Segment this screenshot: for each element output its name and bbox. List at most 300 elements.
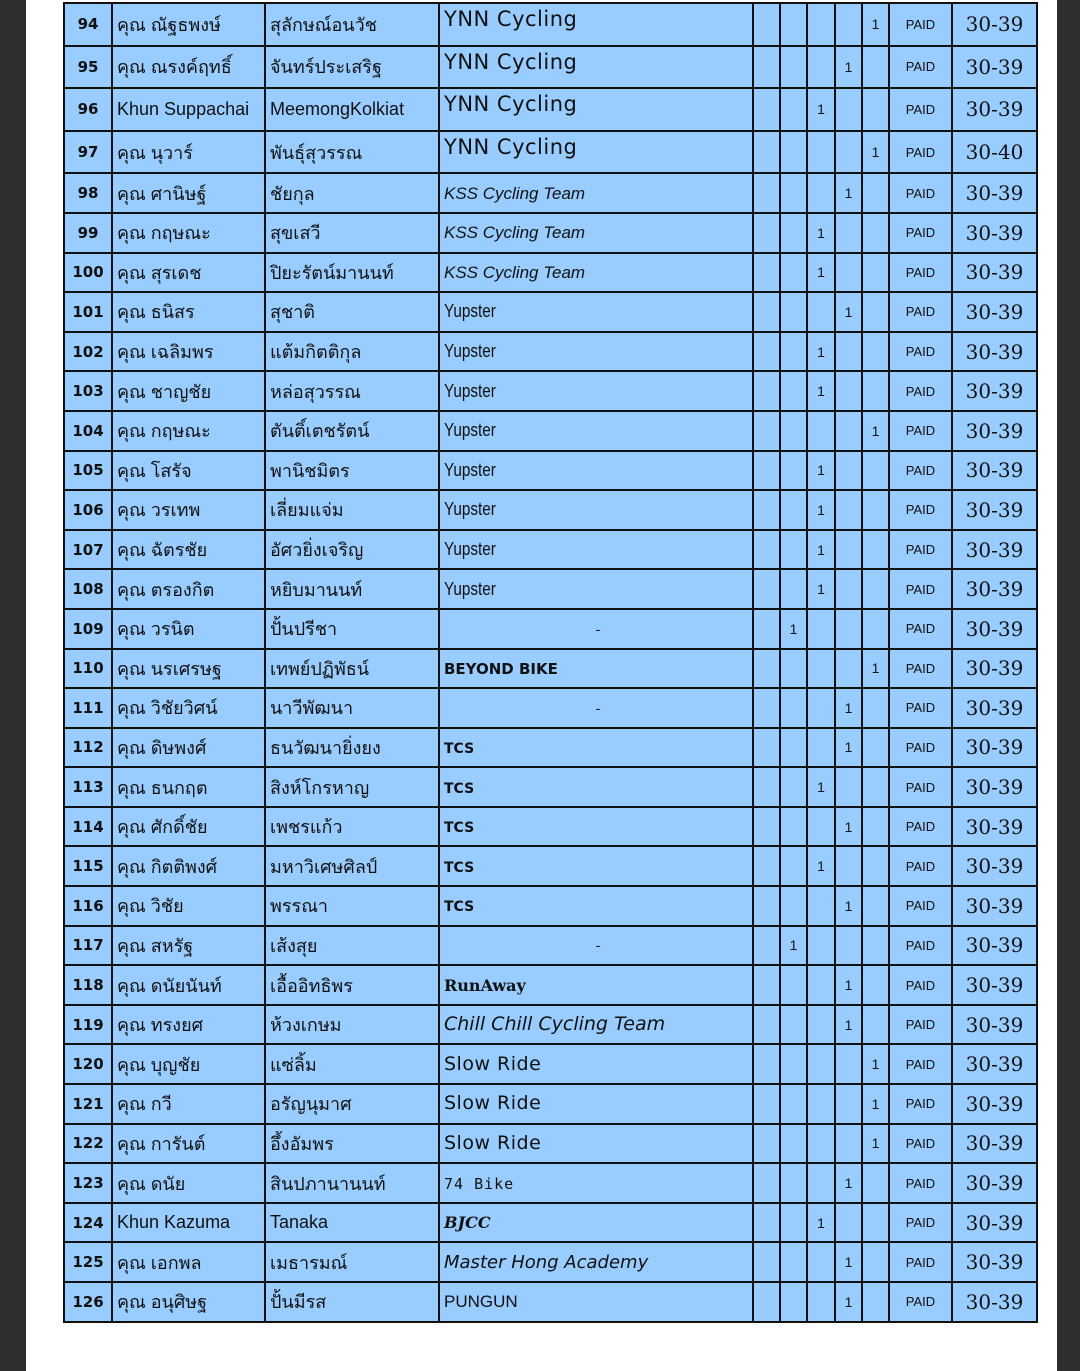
first-name: คุณ บุญชัย	[112, 1044, 265, 1084]
row-number: 125	[64, 1242, 112, 1282]
team-name	[439, 569, 753, 609]
row-number: 120	[64, 1044, 112, 1084]
table-row	[64, 846, 1037, 886]
row-number: 106	[64, 490, 112, 530]
category-1	[753, 530, 780, 570]
category-3	[807, 1084, 835, 1124]
row-number: 124	[64, 1203, 112, 1243]
category-3	[807, 1124, 835, 1164]
category-4	[835, 1044, 862, 1084]
first-name: Khun Kazuma	[112, 1203, 265, 1243]
row-number: 98	[64, 173, 112, 213]
category-1	[753, 1084, 780, 1124]
payment-status: PAID	[889, 88, 952, 131]
payment-status: PAID	[889, 926, 952, 966]
payment-status: PAID	[889, 411, 952, 451]
team-name	[439, 1084, 753, 1124]
category-2	[780, 649, 807, 689]
category-2	[780, 846, 807, 886]
first-name: คุณ วิชัย	[112, 886, 265, 926]
category-3	[807, 131, 835, 174]
category-3	[807, 3, 835, 46]
age-group: 30-39	[952, 292, 1037, 332]
page-edge-left	[0, 0, 26, 1371]
first-name: คุณ ศักดิ์ชัย	[112, 807, 265, 847]
last-name: อึ้งอัมพร	[265, 1124, 439, 1164]
last-name: เส้งสุย	[265, 926, 439, 966]
team-name-text: TCS	[444, 740, 475, 757]
table-row	[64, 569, 1037, 609]
row-number: 119	[64, 1005, 112, 1045]
age-group: 30-39	[952, 1203, 1037, 1243]
row-number: 122	[64, 1124, 112, 1164]
category-3: 1	[807, 332, 835, 372]
table-row	[64, 1163, 1037, 1203]
age-group: 30-40	[952, 131, 1037, 174]
category-5	[862, 490, 889, 530]
age-group: 30-39	[952, 173, 1037, 213]
last-name: ปิยะรัตน์มานนท์	[265, 253, 439, 293]
team-name	[439, 3, 753, 46]
category-5	[862, 965, 889, 1005]
payment-status: PAID	[889, 609, 952, 649]
category-2	[780, 1044, 807, 1084]
category-2	[780, 886, 807, 926]
team-name-text: Yupster	[444, 380, 496, 401]
table-row	[64, 1242, 1037, 1282]
category-3: 1	[807, 253, 835, 293]
payment-status: PAID	[889, 332, 952, 372]
last-name: ชัยกุล	[265, 173, 439, 213]
row-number: 110	[64, 649, 112, 689]
payment-status: PAID	[889, 688, 952, 728]
category-3	[807, 688, 835, 728]
category-4: 1	[835, 965, 862, 1005]
table-row	[64, 609, 1037, 649]
category-5	[862, 767, 889, 807]
category-5: 1	[862, 411, 889, 451]
category-2	[780, 767, 807, 807]
category-1	[753, 1124, 780, 1164]
category-5	[862, 1005, 889, 1045]
table-row	[64, 131, 1037, 174]
payment-status: PAID	[889, 728, 952, 768]
last-name: ปั้นมีรส	[265, 1282, 439, 1322]
category-4	[835, 332, 862, 372]
team-name-text: KSS Cycling Team	[444, 262, 586, 282]
age-group: 30-39	[952, 1005, 1037, 1045]
last-name: สุลักษณ์อนวัช	[265, 3, 439, 46]
team-name	[439, 1163, 753, 1203]
category-3	[807, 411, 835, 451]
category-1	[753, 926, 780, 966]
first-name: คุณ สุรเดช	[112, 253, 265, 293]
category-5	[862, 46, 889, 89]
last-name: เทพย์ปฏิพัธน์	[265, 649, 439, 689]
category-1	[753, 88, 780, 131]
team-name	[439, 767, 753, 807]
age-group: 30-39	[952, 253, 1037, 293]
first-name: คุณ เฉลิมพร	[112, 332, 265, 372]
team-name	[439, 490, 753, 530]
category-4	[835, 649, 862, 689]
category-3: 1	[807, 451, 835, 491]
payment-status: PAID	[889, 1242, 952, 1282]
payment-status: PAID	[889, 3, 952, 46]
category-2	[780, 173, 807, 213]
category-1	[753, 213, 780, 253]
row-number: 96	[64, 88, 112, 131]
category-5	[862, 88, 889, 131]
team-name	[439, 530, 753, 570]
last-name: เพชรแก้ว	[265, 807, 439, 847]
team-name	[439, 292, 753, 332]
row-number: 102	[64, 332, 112, 372]
category-5	[862, 292, 889, 332]
team-name	[439, 411, 753, 451]
age-group: 30-39	[952, 88, 1037, 131]
team-name	[439, 451, 753, 491]
payment-status: PAID	[889, 292, 952, 332]
category-4: 1	[835, 1282, 862, 1322]
category-5	[862, 253, 889, 293]
category-5	[862, 371, 889, 411]
team-name-text: Yupster	[444, 420, 496, 441]
team-name	[439, 371, 753, 411]
payment-status: PAID	[889, 490, 952, 530]
last-name: ธนวัฒนายิ่งยง	[265, 728, 439, 768]
row-number: 94	[64, 3, 112, 46]
table-row	[64, 3, 1037, 46]
team-name	[439, 46, 753, 89]
payment-status: PAID	[889, 1044, 952, 1084]
payment-status: PAID	[889, 213, 952, 253]
row-number: 123	[64, 1163, 112, 1203]
category-5	[862, 807, 889, 847]
category-2	[780, 1124, 807, 1164]
category-4	[835, 88, 862, 131]
team-name	[439, 131, 753, 174]
last-name: ตันติ์เตชรัตน์	[265, 411, 439, 451]
category-3	[807, 926, 835, 966]
payment-status: PAID	[889, 767, 952, 807]
category-5: 1	[862, 131, 889, 174]
row-number: 103	[64, 371, 112, 411]
age-group: 30-39	[952, 451, 1037, 491]
team-name	[439, 1282, 753, 1322]
payment-status: PAID	[889, 173, 952, 213]
category-1	[753, 1203, 780, 1243]
payment-status: PAID	[889, 1163, 952, 1203]
last-name: จันทร์ประเสริฐ	[265, 46, 439, 89]
age-group: 30-39	[952, 490, 1037, 530]
last-name: ปั้นปรีชา	[265, 609, 439, 649]
category-1	[753, 253, 780, 293]
category-3: 1	[807, 767, 835, 807]
category-3	[807, 1044, 835, 1084]
category-2: 1	[780, 609, 807, 649]
category-1	[753, 569, 780, 609]
payment-status: PAID	[889, 253, 952, 293]
team-name-text: YNN Cycling	[444, 49, 578, 74]
row-number: 104	[64, 411, 112, 451]
first-name: คุณ ฉัตรชัย	[112, 530, 265, 570]
category-3	[807, 609, 835, 649]
first-name: คุณ กิตติพงศ์	[112, 846, 265, 886]
category-3: 1	[807, 530, 835, 570]
team-name-text: Yupster	[444, 578, 496, 599]
category-4	[835, 253, 862, 293]
table-row	[64, 530, 1037, 570]
age-group: 30-39	[952, 807, 1037, 847]
category-4	[835, 1124, 862, 1164]
last-name: แต้มกิตติกุล	[265, 332, 439, 372]
category-2	[780, 253, 807, 293]
payment-status: PAID	[889, 451, 952, 491]
team-name	[439, 1242, 753, 1282]
payment-status: PAID	[889, 569, 952, 609]
category-4	[835, 3, 862, 46]
age-group: 30-39	[952, 965, 1037, 1005]
payment-status: PAID	[889, 371, 952, 411]
table-row	[64, 926, 1037, 966]
age-group: 30-39	[952, 411, 1037, 451]
registration-rows	[64, 3, 1037, 1322]
row-number: 115	[64, 846, 112, 886]
team-name	[439, 926, 753, 966]
category-4	[835, 213, 862, 253]
table-row	[64, 46, 1037, 89]
first-name: คุณ นุวาร์	[112, 131, 265, 174]
table-row	[64, 173, 1037, 213]
last-name: สุขเสวี	[265, 213, 439, 253]
category-2	[780, 1282, 807, 1322]
first-name: คุณ เอกพล	[112, 1242, 265, 1282]
payment-status: PAID	[889, 1124, 952, 1164]
last-name: แซ่ลิ้ม	[265, 1044, 439, 1084]
table-row	[64, 451, 1037, 491]
category-1	[753, 688, 780, 728]
row-number: 95	[64, 46, 112, 89]
age-group: 30-39	[952, 569, 1037, 609]
team-name-text: Master Hong Academy	[444, 1251, 649, 1273]
last-name: สินปภานานนท์	[265, 1163, 439, 1203]
team-name	[439, 609, 753, 649]
category-2	[780, 332, 807, 372]
category-4	[835, 371, 862, 411]
team-name-text: Chill Chill Cycling Team	[444, 1013, 666, 1036]
category-5	[862, 451, 889, 491]
payment-status: PAID	[889, 965, 952, 1005]
age-group: 30-39	[952, 926, 1037, 966]
table-row	[64, 688, 1037, 728]
category-5: 1	[862, 1084, 889, 1124]
age-group: 30-39	[952, 1242, 1037, 1282]
category-2	[780, 1005, 807, 1045]
category-4	[835, 609, 862, 649]
table-row	[64, 371, 1037, 411]
first-name: คุณ ดนัยนันท์	[112, 965, 265, 1005]
team-name	[439, 965, 753, 1005]
team-name-text: Yupster	[444, 301, 496, 322]
category-4: 1	[835, 1163, 862, 1203]
team-name-text: -	[595, 620, 601, 637]
last-name: สิงห์โกรหาญ	[265, 767, 439, 807]
row-number: 101	[64, 292, 112, 332]
category-1	[753, 1044, 780, 1084]
category-2	[780, 131, 807, 174]
row-number: 126	[64, 1282, 112, 1322]
category-4: 1	[835, 1005, 862, 1045]
age-group: 30-39	[952, 846, 1037, 886]
category-2	[780, 3, 807, 46]
last-name: มหาวิเศษศิลป์	[265, 846, 439, 886]
table-row	[64, 1282, 1037, 1322]
age-group: 30-39	[952, 530, 1037, 570]
first-name: คุณ ดิษพงศ์	[112, 728, 265, 768]
category-5	[862, 1163, 889, 1203]
category-2	[780, 292, 807, 332]
payment-status: PAID	[889, 131, 952, 174]
category-3: 1	[807, 490, 835, 530]
category-3	[807, 1163, 835, 1203]
category-4	[835, 490, 862, 530]
team-name	[439, 213, 753, 253]
payment-status: PAID	[889, 807, 952, 847]
last-name: สุชาติ	[265, 292, 439, 332]
team-name-text: 74 Bike	[444, 1174, 515, 1193]
payment-status: PAID	[889, 846, 952, 886]
payment-status: PAID	[889, 1282, 952, 1322]
category-3	[807, 807, 835, 847]
table-row	[64, 213, 1037, 253]
row-number: 100	[64, 253, 112, 293]
registration-table	[63, 2, 1038, 1323]
last-name: หล่อสุวรรณ	[265, 371, 439, 411]
team-name	[439, 173, 753, 213]
category-4	[835, 451, 862, 491]
first-name: คุณ ดนัย	[112, 1163, 265, 1203]
category-4: 1	[835, 807, 862, 847]
category-5	[862, 926, 889, 966]
team-name-text: BJCC	[444, 1213, 491, 1233]
team-name-text: Yupster	[444, 341, 496, 362]
age-group: 30-39	[952, 371, 1037, 411]
category-5	[862, 688, 889, 728]
payment-status: PAID	[889, 530, 952, 570]
first-name: คุณ วรนิต	[112, 609, 265, 649]
team-name-text: -	[595, 699, 601, 716]
team-name	[439, 886, 753, 926]
team-name-text: Slow Ride	[444, 1052, 542, 1075]
category-1	[753, 1163, 780, 1203]
row-number: 114	[64, 807, 112, 847]
category-2	[780, 1163, 807, 1203]
first-name: คุณ ทรงยศ	[112, 1005, 265, 1045]
table-row	[64, 490, 1037, 530]
category-5: 1	[862, 1044, 889, 1084]
table-row	[64, 1005, 1037, 1045]
category-1	[753, 292, 780, 332]
age-group: 30-39	[952, 728, 1037, 768]
category-3	[807, 1242, 835, 1282]
first-name: คุณ วิชัยวิศน์	[112, 688, 265, 728]
team-name	[439, 1005, 753, 1045]
category-5: 1	[862, 649, 889, 689]
category-4: 1	[835, 46, 862, 89]
payment-status: PAID	[889, 46, 952, 89]
team-name-text: TCS	[444, 820, 475, 837]
table-row	[64, 807, 1037, 847]
table-row	[64, 728, 1037, 768]
category-3	[807, 965, 835, 1005]
category-3	[807, 1282, 835, 1322]
team-name	[439, 649, 753, 689]
row-number: 118	[64, 965, 112, 1005]
category-3: 1	[807, 569, 835, 609]
category-5	[862, 332, 889, 372]
team-name	[439, 728, 753, 768]
category-2	[780, 371, 807, 411]
category-3	[807, 46, 835, 89]
team-name-text: Yupster	[444, 499, 496, 520]
category-2	[780, 46, 807, 89]
category-5	[862, 728, 889, 768]
team-name	[439, 88, 753, 131]
category-1	[753, 451, 780, 491]
team-name	[439, 1044, 753, 1084]
category-5	[862, 1203, 889, 1243]
category-4	[835, 1203, 862, 1243]
table-row	[64, 1044, 1037, 1084]
category-3	[807, 292, 835, 332]
category-4: 1	[835, 1242, 862, 1282]
row-number: 109	[64, 609, 112, 649]
category-4	[835, 926, 862, 966]
payment-status: PAID	[889, 886, 952, 926]
category-2	[780, 1084, 807, 1124]
row-number: 113	[64, 767, 112, 807]
category-2	[780, 728, 807, 768]
category-2	[780, 1242, 807, 1282]
age-group: 30-39	[952, 649, 1037, 689]
table-row	[64, 1203, 1037, 1243]
category-1	[753, 371, 780, 411]
last-name: หยิบมานนท์	[265, 569, 439, 609]
age-group: 30-39	[952, 1084, 1037, 1124]
row-number: 116	[64, 886, 112, 926]
last-name: พานิชมิตร	[265, 451, 439, 491]
category-4	[835, 1084, 862, 1124]
category-1	[753, 1242, 780, 1282]
table-row	[64, 886, 1037, 926]
first-name: คุณ การันต์	[112, 1124, 265, 1164]
first-name: คุณ กวี	[112, 1084, 265, 1124]
category-1	[753, 1005, 780, 1045]
row-number: 97	[64, 131, 112, 174]
row-number: 107	[64, 530, 112, 570]
age-group: 30-39	[952, 46, 1037, 89]
team-name-text: YNN Cycling	[444, 134, 578, 159]
page-edge-right	[1057, 0, 1080, 1371]
category-5	[862, 846, 889, 886]
category-2	[780, 411, 807, 451]
category-4	[835, 530, 862, 570]
category-5	[862, 1242, 889, 1282]
category-5	[862, 173, 889, 213]
category-4	[835, 411, 862, 451]
first-name: คุณ กฤษณะ	[112, 213, 265, 253]
